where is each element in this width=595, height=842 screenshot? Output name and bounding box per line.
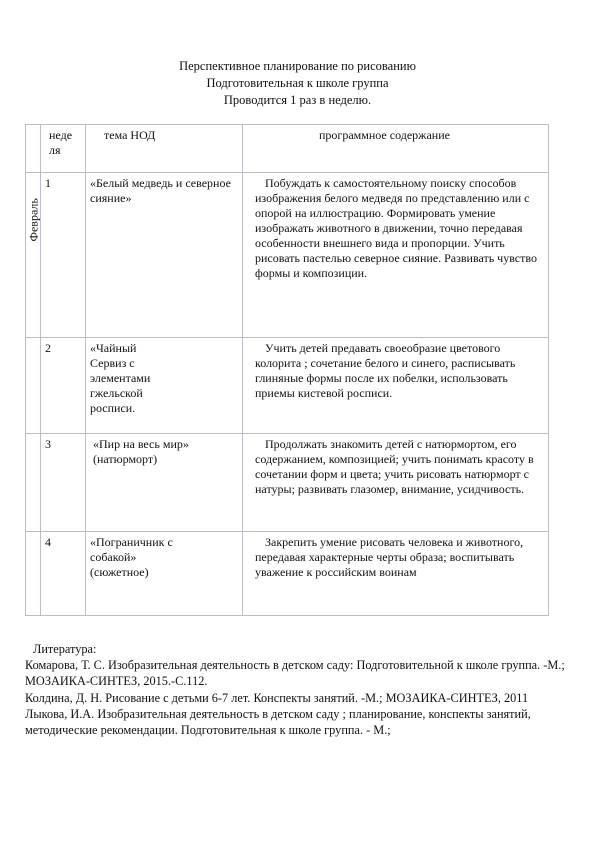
topic-column-header: тема НОД [86, 125, 243, 173]
week-cell: 4 [41, 532, 86, 616]
table-row [26, 338, 549, 434]
month-cell [26, 434, 41, 532]
table-row [26, 532, 549, 616]
week-cell: 1 [41, 173, 86, 338]
week-column-header: неде ля [41, 125, 86, 173]
topic-cell [86, 434, 243, 532]
content-cell: Учить детей предавать своеобразие цветового колорита ; сочетание белого и синего, расписывать глиняные формы после их побелки, использовать приемы кистевой росписи. [243, 338, 549, 434]
content-cell: Продолжать знакомить детей с натюрмортом, его содержанием, композицией; учить понимать красоту в сочетании форм и цвета; учить рисовать натюрморт с натуры; развивать глазомер, внимание, усидчивость. [243, 434, 549, 532]
topic-cell [86, 532, 243, 616]
week-cell: 3 [41, 434, 86, 532]
header-group: Подготовительная к школе группа [206, 76, 389, 90]
literature-title: Литература: [33, 642, 97, 656]
header-frequency: Проводится 1 раз в неделю. [223, 93, 372, 107]
month-header-cell [26, 125, 41, 173]
literature-item: Комарова, Т. С. Изобразительная деятельность в детском саду: Подготовительной к школе группа. -М.; МОЗАИКА-СИНТЕЗ, 2015.-С.112. [25, 658, 565, 689]
document-header [0, 58, 595, 109]
table-row [26, 173, 549, 338]
week-cell: 2 [41, 338, 86, 434]
topic-text: «Чайный Сервиз с элементами гжельской росписи. [90, 341, 151, 415]
content-cell: Закрепить умение рисовать человека и животного, передавая характерные черты образа; воспитывать уважение к российским воинам [243, 532, 549, 616]
topic-cell: «Белый медведь и северное сияние» [86, 173, 243, 338]
month-cell [26, 532, 41, 616]
literature-section [25, 641, 565, 738]
month-cell [26, 338, 41, 434]
literature-item: Колдина, Д. Н. Рисование с детьми 6-7 лет. Конспекты занятий. -М.; МОЗАИКА-СИНТЕЗ, 2011 [25, 690, 529, 705]
content-column-header: программное содержание [243, 125, 549, 173]
plan-table [25, 124, 549, 616]
month-label: Февраль [26, 198, 41, 242]
literature-item: Лыкова, И.А. Изобразительная деятельность в детском саду ; планирование, конспекты занятий, методические рекомендации. Подготовительная к школе группа. - М.; [25, 706, 531, 738]
header-title: Перспективное планирование по рисованию [179, 59, 416, 73]
content-cell: Побуждать к самостоятельному поиску способов изображения белого медведя по представлению или с опорой на иллюстрацию. Формировать умение изображать животного в движении, точно передавая особенности внешнего вида и пропорции. Учить рисовать пастелью северное сияние. Развивать чувство формы и композиции. [243, 173, 549, 338]
month-cell [26, 173, 41, 338]
table-row [26, 434, 549, 532]
topic-text: «Пир на весь мир» (натюрморт) [93, 437, 189, 466]
table-header-row [26, 125, 549, 173]
topic-cell [86, 338, 243, 434]
topic-text: «Пограничник с собакой» (сюжетное) [90, 535, 173, 579]
